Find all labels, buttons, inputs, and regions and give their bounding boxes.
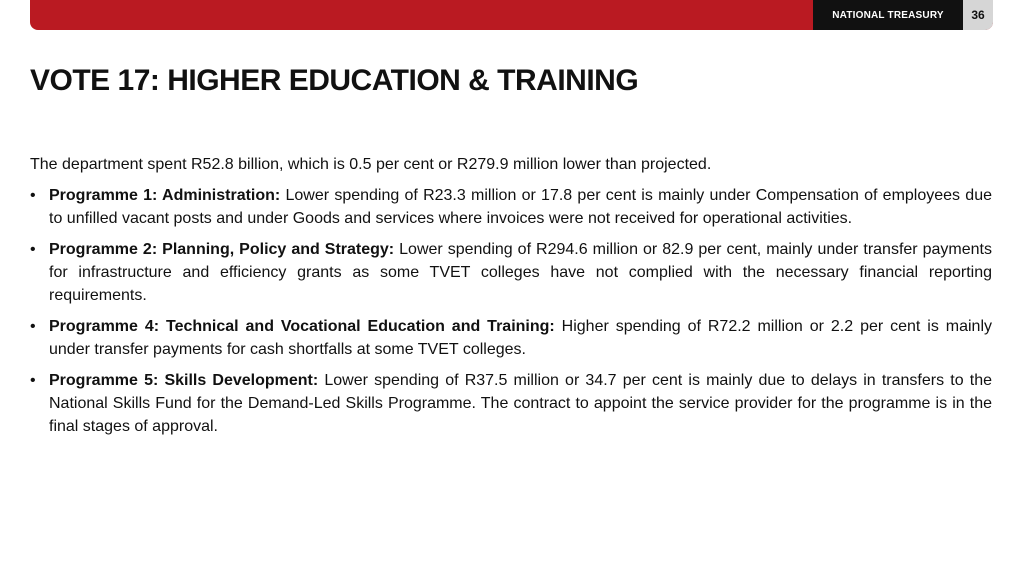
intro-text: The department spent R52.8 billion, which is 0.5 per cent or R279.9 million lower than projected. (30, 156, 712, 173)
bullet-heading: Programme 4: Technical and Vocational Education and Training: (49, 318, 555, 335)
page-number: 36 (963, 0, 993, 30)
bullet-text: Lower spending of R294.6 million or 82.9 per cent, mainly under transfer payments for infrastructure and efficiency grants as some TVET colleges have not complied with the necessary financial reporting requirements. (49, 241, 992, 304)
bullet-heading: Programme 5: Skills Development: (49, 372, 319, 389)
header-bar (30, 0, 993, 30)
bullet-text: Lower spending of R23.3 million or 17.8 per cent is mainly under Compensation of employees due to unfilled vacant posts and under Goods and services where invoices were not received for operational activities. (49, 187, 992, 227)
bullet-text: Lower spending of R37.5 million or 34.7 per cent is mainly due to delays in transfers to the National Skills Fund for the Demand-Led Skills Programme. The contract to appoint the service provider for the programme is in the final stages of approval. (49, 372, 992, 435)
bullet-dot-icon: • (30, 241, 36, 258)
bullet-item-programme-5 (30, 369, 992, 438)
bullet-item-programme-4 (30, 315, 992, 361)
bullet-heading: Programme 2: Planning, Policy and Strategy: (49, 241, 395, 258)
bullet-dot-icon: • (30, 372, 36, 389)
bullet-text: Higher spending of R72.2 million or 2.2 per cent is mainly under transfer payments for cash shortfalls at some TVET colleges. (49, 318, 992, 358)
bullet-dot-icon: • (30, 318, 36, 335)
slide-content (30, 153, 992, 446)
bullet-item-programme-1 (30, 184, 992, 230)
slide-title: VOTE 17: HIGHER EDUCATION & TRAINING (30, 64, 639, 97)
bullet-heading: Programme 1: Administration: (49, 187, 281, 204)
bullet-dot-icon: • (30, 187, 36, 204)
org-name: NATIONAL TREASURY (813, 0, 963, 30)
bullet-item-programme-2 (30, 238, 992, 307)
bullet-list (30, 184, 992, 438)
